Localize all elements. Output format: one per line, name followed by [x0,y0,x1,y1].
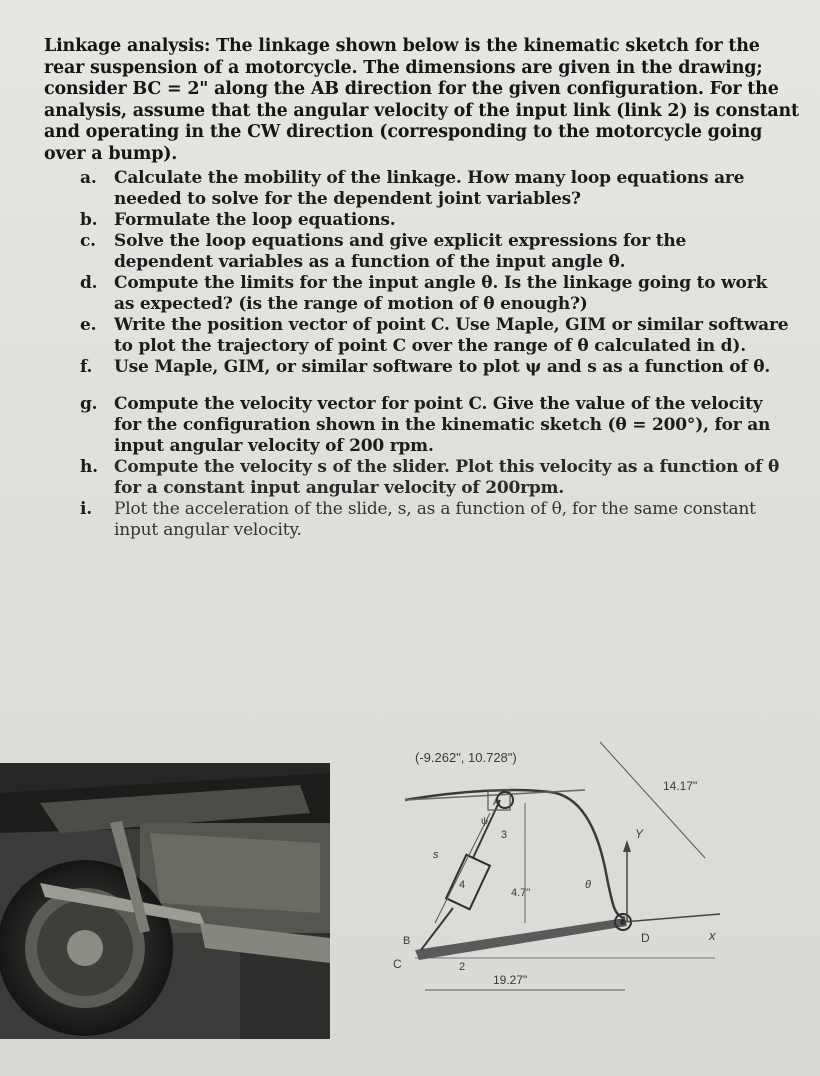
dim-14-line [600,742,705,858]
question-item [80,273,790,315]
question-item [80,499,790,541]
item-marker: g. [80,394,98,414]
problem-intro [44,36,804,165]
item-text: Compute the velocity s of the slider. Plot this velocity as a function of θ for a constant input angular velocity of 200rpm. [114,457,780,498]
link-2-label: 2 [459,961,466,973]
item-text: Compute the velocity vector for point C. Give the value of the velocity for the configuration shown in the kinematic sketch (θ = 200°), for an input angular velocity of 200 rpm. [114,394,771,456]
label-theta: θ [585,879,591,891]
question-item [80,357,790,378]
question-item [80,231,790,273]
kinematic-sketch [375,728,735,1014]
item-text: Solve the loop equations and give explicit expressions for the dependent variables as a function of the input angle θ. [114,231,687,272]
question-item [80,315,790,357]
x-axis [623,914,720,922]
link-4-label: 4 [459,879,466,891]
label-psi: ψ [481,816,489,827]
slider-link-4 [446,855,490,909]
link-4-rod [421,908,453,950]
label-B: B [403,935,411,947]
label-C: C [393,957,402,971]
dim-14-17: 14.17" [663,779,698,793]
question-item [80,457,790,499]
intro-text: Linkage analysis: The linkage shown below is the kinematic sketch for the rear suspension of a motorcycle. The dimensions are given in the drawing; consider BC = 2" along the AB direction for the given configuration. For the analysis, assume that the angular velocity of the input link (link 2) is constant and operating in the CW direction (corresponding to the motorcycle going over a bump). [44,36,799,164]
dim-19-27: 19.27" [493,973,528,987]
item-marker: c. [80,231,96,251]
item-marker: e. [80,315,97,335]
item-marker: h. [80,457,98,477]
label-A: A [493,796,501,808]
question-item [80,168,790,210]
label-x: x [709,928,716,943]
item-text: Plot the acceleration of the slide, s, as a function of θ, for the same constant input angular velocity. [114,499,756,540]
motorcycle-rear-suspension-photo-icon [0,763,330,1039]
item-marker: a. [80,168,97,188]
item-text: Compute the limits for the input angle θ. Is the linkage going to work as expected? (is the range of motion of θ enough?) [114,273,768,314]
item-text: Formulate the loop equations. [114,210,396,230]
link-2 [415,918,627,960]
link-3-label: 3 [501,829,508,841]
item-text: Write the position vector of point C. Use Maple, GIM or similar software to plot the trajectory of point C over the range of θ calculated in d). [114,315,789,356]
item-text: Calculate the mobility of the linkage. How many loop equations are needed to solve for the dependent joint variables? [114,168,745,209]
question-list [80,168,790,541]
item-marker: b. [80,210,98,230]
item-marker: i. [80,499,92,519]
label-D: D [641,931,650,945]
item-marker: d. [80,273,98,293]
dim-4-7: 4.7" [511,887,531,899]
label-s: s [433,849,439,861]
y-axis-arrow [623,840,631,852]
linkage-diagram [375,728,735,1014]
item-marker: f. [80,357,93,377]
question-item [80,210,790,231]
link-3 [473,800,500,858]
question-item [80,394,790,457]
motorcycle-photo [0,763,330,1039]
item-text: Use Maple, GIM, or similar software to plot ψ and s as a function of θ. [114,357,771,377]
label-y: Y [635,827,644,841]
point-A-coords: (-9.262", 10.728") [415,750,517,765]
